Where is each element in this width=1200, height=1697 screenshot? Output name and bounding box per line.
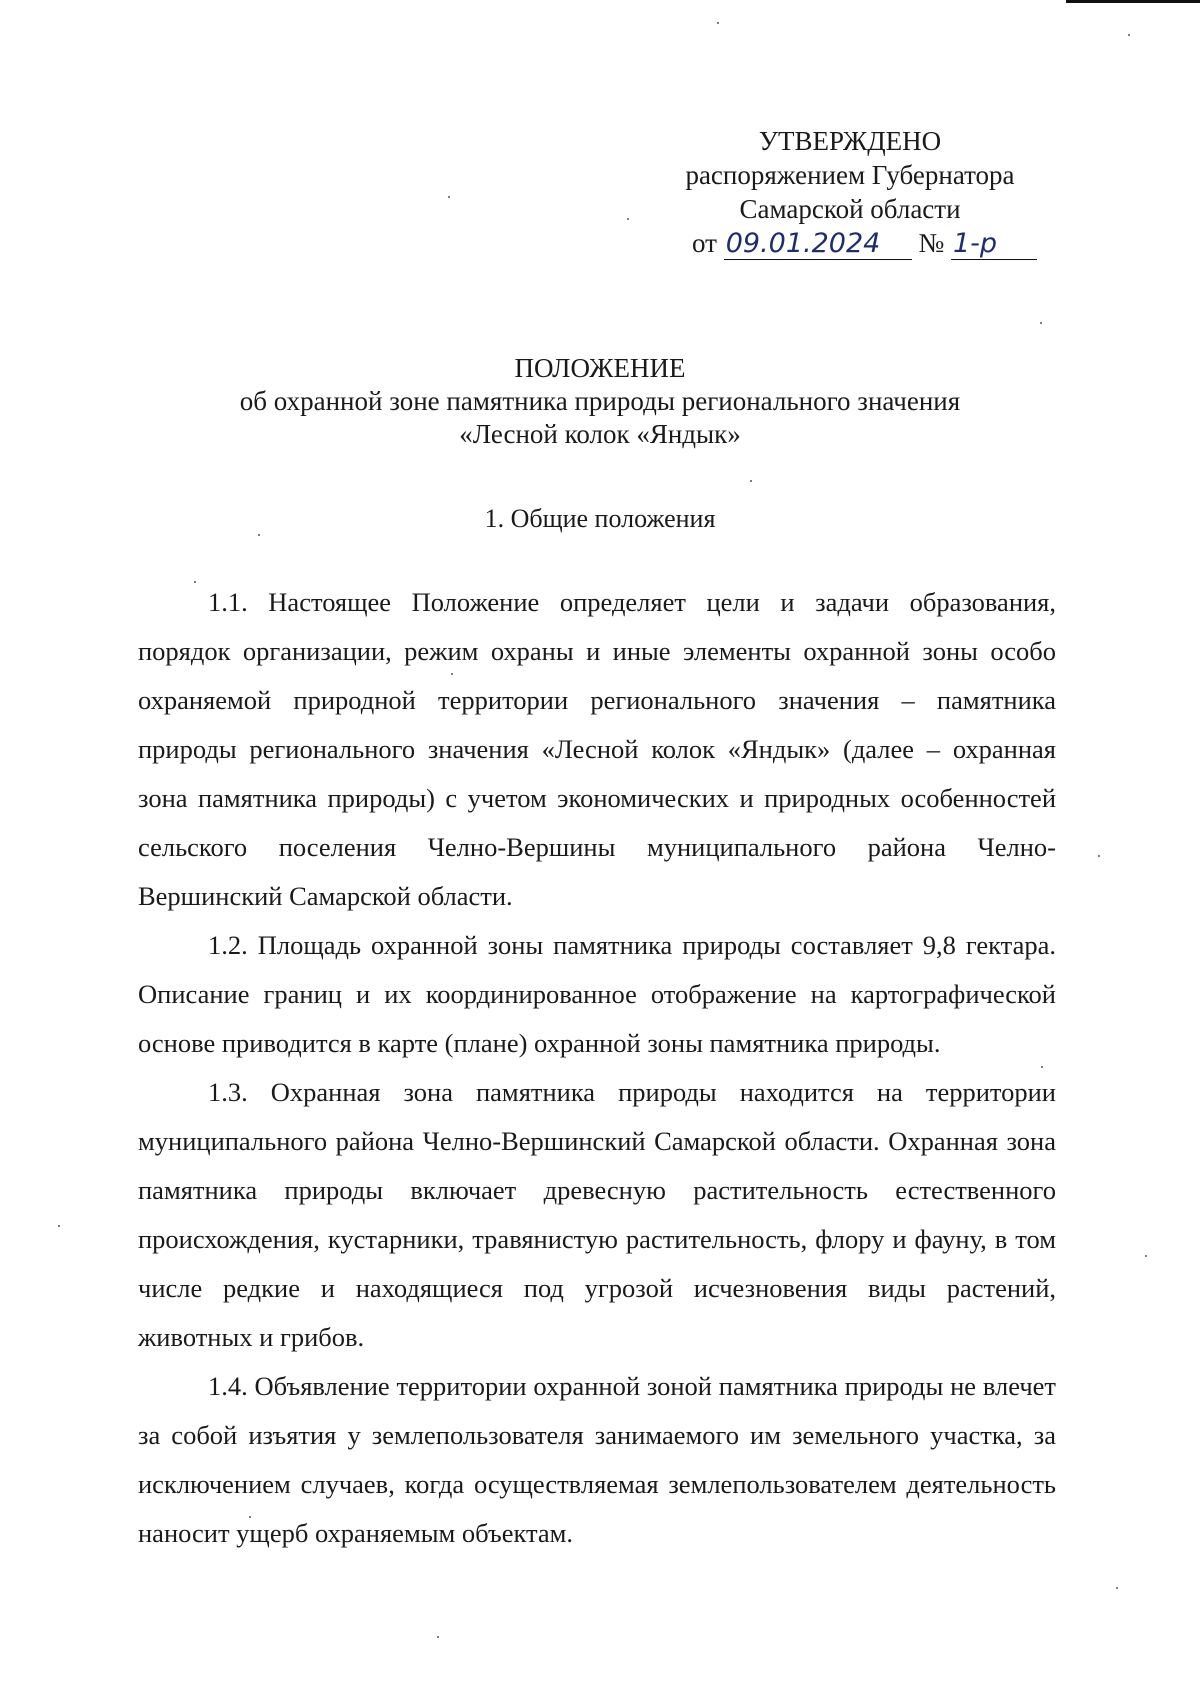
approval-date-number-line [640,226,1060,260]
approval-heading: УТВЕРЖДЕНО [758,126,942,156]
scan-speck [258,534,260,536]
scan-speck [194,581,196,583]
approval-stamp-block [640,124,1060,260]
date-prefix: от [692,228,717,258]
scan-speck [448,196,450,198]
document-subtitle-line-1: об охранной зоне памятника природы регионального значения [239,386,961,416]
scan-speck [1145,1255,1147,1257]
paragraph-1-3: 1.3. Охранная зона памятника природы находится на территории муниципального района Челно-Вершинский Самарской области. Охранная зона памятника природы включает древесную растительность естественного происхождения, кустарники, травянистую растительность, флору и фауну, в том числе редкие и находящиеся под угрозой исчезновения виды растений, животных и грибов. [138,1077,1056,1352]
number-label: № [918,228,945,258]
scan-speck [750,480,752,482]
paragraph-1-2: 1.2. Площадь охранной зоны памятника природы составляет 9,8 гектара. Описание границ и их координированное отображение на картографической основе приводится в карте (плане) охранной зоны памятника природы. [138,930,1056,1058]
top-edge-rule [1066,0,1200,3]
scan-speck [451,673,453,675]
scan-speck [1128,34,1130,36]
scan-speck [1098,855,1100,857]
scan-speck [1041,1066,1043,1068]
document-title-block [0,352,1200,451]
scan-speck [717,22,719,24]
scan-speck [249,1516,251,1518]
document-body [138,578,1056,1558]
approval-authority-line: распоряжением Губернатора [685,160,1015,190]
approval-region-line: Самарской области [739,194,961,224]
scan-speck [437,1636,439,1638]
scan-speck [58,1225,60,1227]
handwritten-date: 09.01.2024 [724,229,912,260]
section-heading: 1. Общие положения [484,504,716,533]
scan-speck [627,218,629,220]
scan-speck [1040,322,1042,324]
paragraph-1-4: 1.4. Объявление территории охранной зоной памятника природы не влечет за собой изъятия у землепользователя занимаемого им земельного участка, за исключением случаев, когда осуществляемая землепользователем деятельность наносит ущерб охраняемым объектам. [138,1371,1056,1548]
document-title: ПОЛОЖЕНИЕ [514,353,686,383]
document-subtitle-line-2: «Лесной колок «Яндык» [459,419,741,449]
paragraph-1-1: 1.1. Настоящее Положение определяет цели и задачи образования, порядок организации, режим охраны и иные элементы охранной зоны особо охраняемой природной территории регионального значения – памятника природы регионального значения «Лесной колок «Яндык» (далее – охранная зона памятника природы) с учетом экономических и природных особенностей сельского поселения Челно-Вершины муниципального района Челно-Вершинский Самарской области. [138,587,1056,911]
handwritten-number: 1-р [951,229,1037,260]
scan-speck [1116,1587,1118,1589]
